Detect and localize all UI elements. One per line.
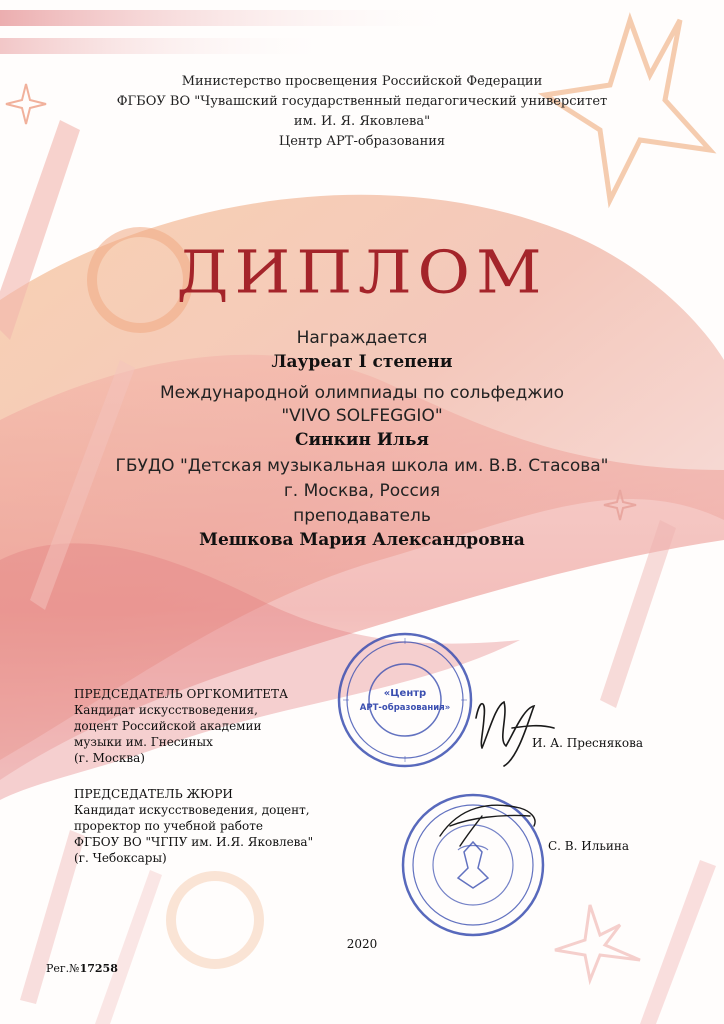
- reg-prefix: Рег.№: [46, 962, 80, 975]
- city-text: г. Москва, Россия: [283, 481, 441, 501]
- org-committee-block: [74, 686, 354, 766]
- jury-signatory-name: С. В. Ильина: [548, 839, 630, 853]
- org-signatory-name: И. А. Преснякова: [532, 736, 643, 750]
- organization-stamp: [335, 630, 475, 770]
- issuer-header: [0, 72, 724, 152]
- handwritten-signature-org: [468, 688, 558, 768]
- issue-year: 2020: [346, 937, 378, 951]
- teacher-name: Мешкова Мария Александровна: [199, 530, 525, 550]
- registration-number: [46, 962, 118, 975]
- header-university: ФГБОУ ВО "Чувашский государственный педагогический университет: [116, 94, 608, 109]
- student-name: Синкин Илья: [295, 430, 429, 450]
- stamp-center-line2: АРТ-образования»: [359, 703, 451, 713]
- header-center: Центр АРТ-образования: [278, 134, 446, 149]
- reg-number: 17258: [79, 962, 118, 975]
- header-ministry: Министерство просвещения Российской Федерации: [181, 74, 543, 89]
- jury-block: [74, 786, 374, 866]
- stamp-center-line1: «Центр: [383, 688, 427, 699]
- org-line4: (г. Москва): [74, 751, 145, 765]
- header-university-name: им. И. Я. Яковлева": [293, 114, 431, 129]
- school-name: ГБУДО "Детская музыкальная школа им. В.В. Стасова": [115, 456, 609, 476]
- teacher-label: преподаватель: [293, 506, 431, 526]
- handwritten-signature-jury: [430, 796, 550, 856]
- jury-role: ПРЕДСЕДАТЕЛЬ ЖЮРИ: [74, 787, 233, 801]
- olympiad-text: Международной олимпиады по сольфеджио: [159, 383, 565, 403]
- degree-text: Лауреат I степени: [271, 352, 453, 372]
- org-line3: музыки им. Гнесиных: [74, 735, 213, 749]
- jury-line2: проректор по учебной работе: [74, 819, 263, 833]
- org-role: ПРЕДСЕДАТЕЛЬ ОРГКОМИТЕТА: [74, 687, 289, 701]
- org-line1: Кандидат искусствоведения,: [74, 703, 258, 717]
- diploma-title: ДИПЛОМ: [176, 238, 548, 308]
- jury-line3: ФГБОУ ВО "ЧГПУ им. И.Я. Яковлева": [74, 835, 314, 849]
- olympiad-name: "VIVO SOLFEGGIO": [281, 406, 443, 426]
- jury-line1: Кандидат искусствоведения, доцент,: [74, 803, 310, 817]
- org-line2: доцент Российской академии: [74, 719, 262, 733]
- awarded-label: Награждается: [296, 328, 428, 348]
- jury-line4: (г. Чебоксары): [74, 851, 167, 865]
